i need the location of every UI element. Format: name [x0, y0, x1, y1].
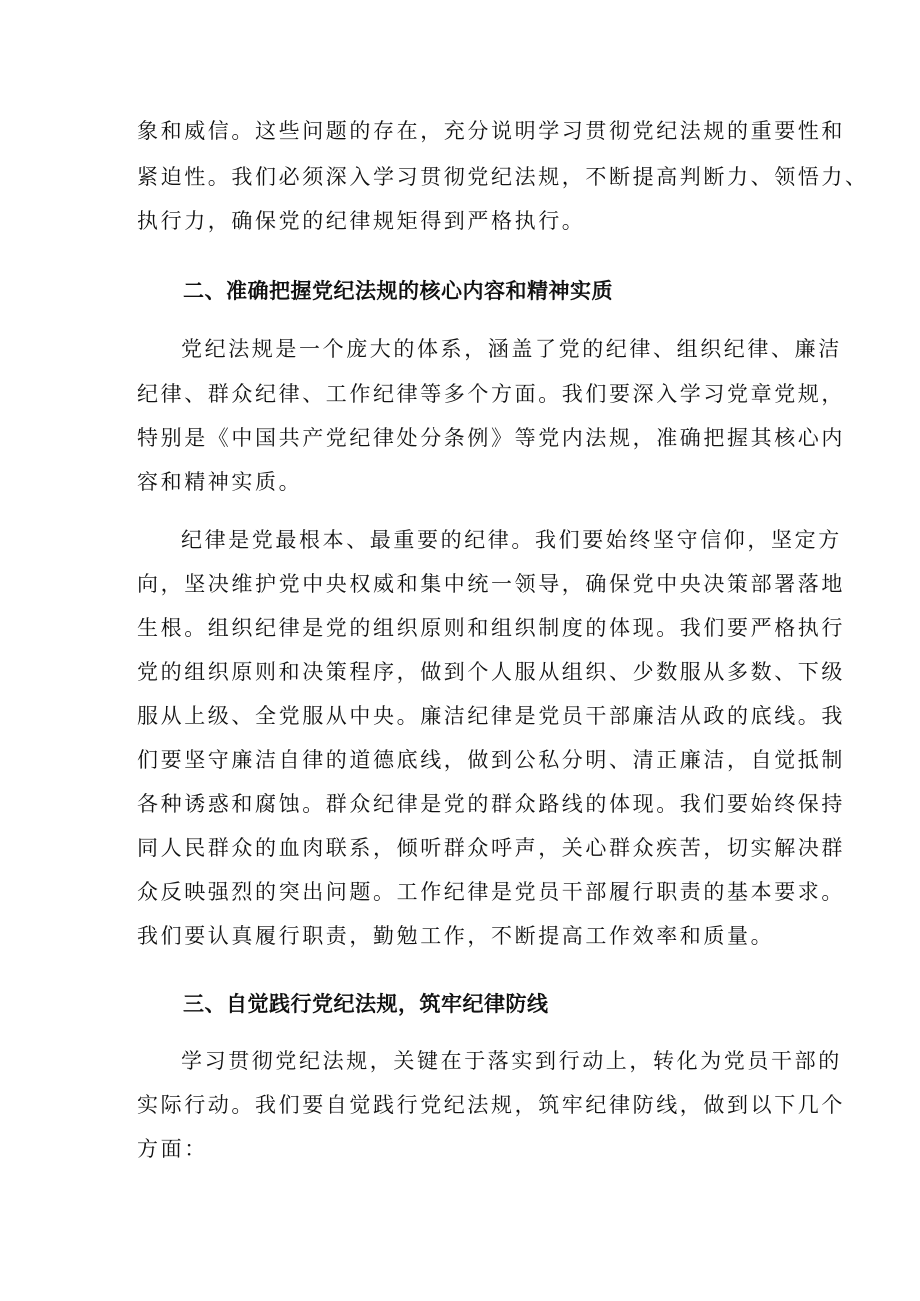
paragraph-line: 服从上级、全党服从中央。廉洁纪律是党员干部廉洁从政的底线。我: [137, 704, 845, 728]
paragraph-line: 纪律、群众纪律、工作纪律等多个方面。我们要深入学习党章党规，: [137, 382, 845, 406]
paragraph-line: 我们要认真履行职责，勤勉工作，不断提高工作效率和质量。: [137, 924, 775, 948]
paragraph-line: 党的组织原则和决策程序，做到个人服从组织、少数服从多数、下级: [137, 660, 845, 684]
paragraph-line: 纪律是党最根本、最重要的纪律。我们要始终坚守信仰，坚定方: [181, 528, 842, 552]
paragraph-line: 紧迫性。我们必须深入学习贯彻党纪法规，不断提高判断力、领悟力、: [137, 165, 869, 189]
paragraph-line: 向，坚决维护党中央权威和集中统一领导，确保党中央决策部署落地: [137, 572, 845, 596]
section-heading: 三、自觉践行党纪法规，筑牢纪律防线: [183, 992, 549, 1016]
paragraph-line: 特别是《中国共产党纪律处分条例》等党内法规，准确把握其核心内: [137, 426, 845, 450]
paragraph-line: 象和威信。这些问题的存在，充分说明学习贯彻党纪法规的重要性和: [137, 119, 845, 143]
paragraph-line: 生根。组织纪律是党的组织原则和组织制度的体现。我们要严格执行: [137, 616, 845, 640]
paragraph-line: 同人民群众的血肉联系，倾听群众呼声，关心群众疾苦，切实解决群: [137, 836, 845, 860]
paragraph-line: 学习贯彻党纪法规，关键在于落实到行动上，转化为党员干部的: [181, 1049, 842, 1073]
paragraph-line: 各种诱惑和腐蚀。群众纪律是党的群众路线的体现。我们要始终保持: [137, 792, 845, 816]
paragraph-line: 党纪法规是一个庞大的体系，涵盖了党的纪律、组织纪律、廉洁: [181, 337, 842, 361]
paragraph-line: 执行力，确保党的纪律规矩得到严格执行。: [137, 209, 586, 233]
paragraph-line: 方面：: [137, 1137, 208, 1161]
paragraph-line: 容和精神实质。: [137, 470, 303, 494]
paragraph-line: 实际行动。我们要自觉践行党纪法规，筑牢纪律防线，做到以下几个: [137, 1093, 845, 1117]
paragraph-line: 众反映强烈的突出问题。工作纪律是党员干部履行职责的基本要求。: [137, 880, 845, 904]
paragraph-line: 们要坚守廉洁自律的道德底线，做到公私分明、清正廉洁，自觉抵制: [137, 748, 845, 772]
section-heading: 二、准确把握党纪法规的核心内容和精神实质: [183, 279, 613, 303]
